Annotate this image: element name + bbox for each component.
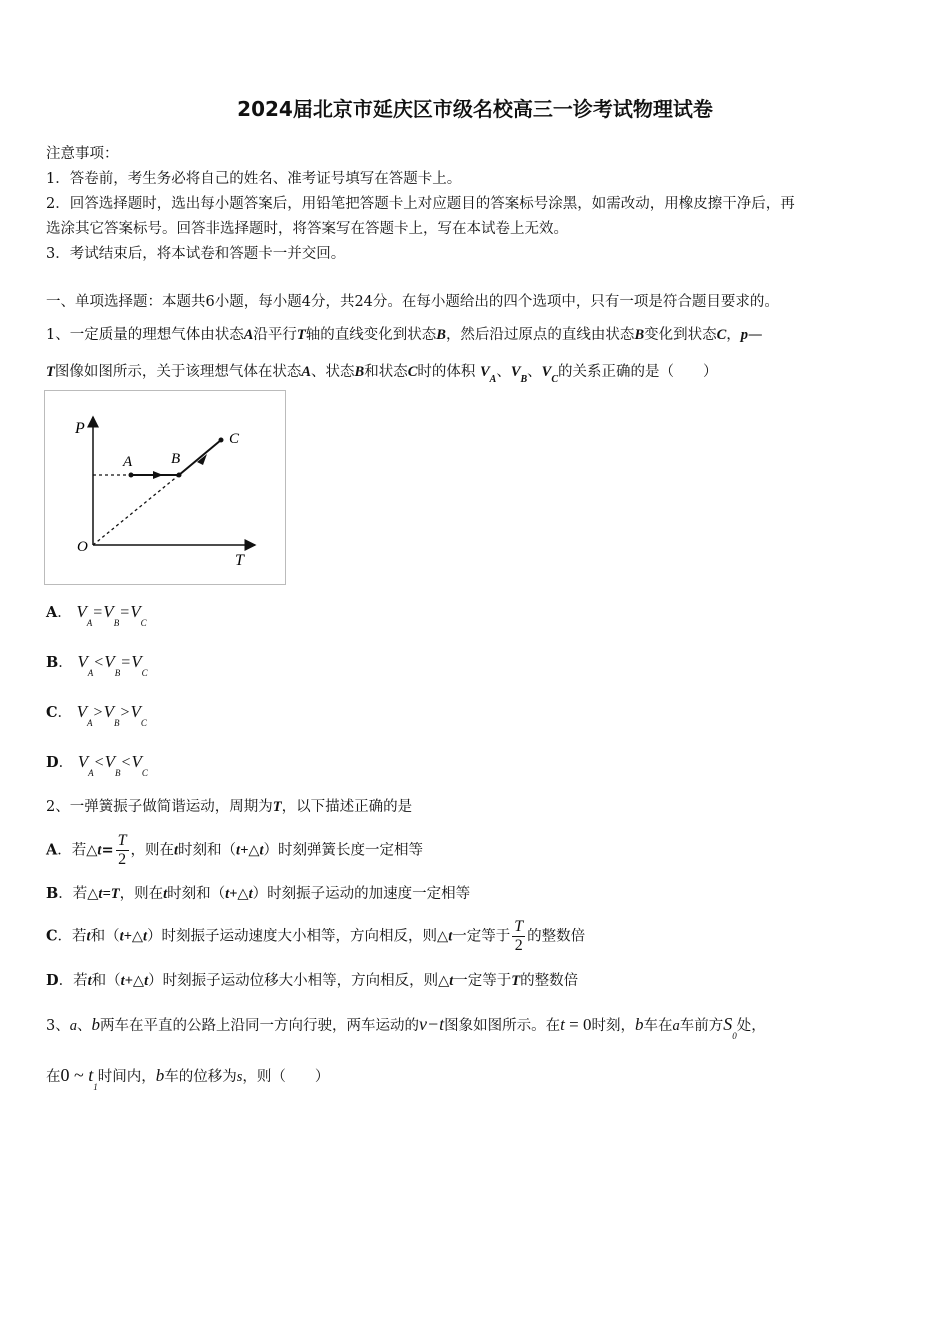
q1-option-c[interactable]: C． $V_A>V_B>V_C$ bbox=[46, 702, 147, 728]
question-3-line-1: 3、a、b两车在平直的公路上沿同一方向行驶，两车运动的v−t图象如图所示。在t = 0时刻，b车在a车前方$S_0$处， bbox=[46, 1014, 766, 1041]
p-axis-label: P bbox=[75, 420, 85, 437]
t-axis-label: T bbox=[235, 552, 244, 569]
question-3-line-2: 在0 ~ $t_1$时间内，b车的位移为s，则（ ） bbox=[46, 1065, 330, 1092]
q2-option-a[interactable]: A．若△t= $\frac{T}{2}$ ，则在t时刻和（t+△t）时刻弹簧长度一定相等 bbox=[46, 832, 424, 868]
notice-item-2-cont: 选涂其它答案标号。回答非选择题时，将答案写在答题卡上，写在本试卷上无效。 bbox=[46, 221, 568, 237]
arrow-a-b bbox=[153, 471, 163, 479]
pt-graph bbox=[45, 391, 285, 584]
question-2-stem: 2、一弹簧振子做简谐运动，周期为T，以下描述正确的是 bbox=[46, 799, 413, 815]
q1-option-a[interactable]: A． $V_A=V_B=V_C$ bbox=[46, 602, 147, 628]
origin-label: O bbox=[77, 539, 88, 555]
point-c-label: C bbox=[229, 431, 240, 447]
notice-item-3: 3．考试结束后，将本试卷和答题卡一并交回。 bbox=[46, 246, 346, 262]
point-a-label: A bbox=[123, 454, 133, 470]
pt-diagram bbox=[44, 390, 286, 585]
q2-option-c[interactable]: C．若t和（t+△t）时刻振子运动速度大小相等，方向相反，则△t一定等于 $\frac{T}{2}$ 的整数倍 bbox=[46, 918, 586, 954]
point-c bbox=[219, 438, 224, 443]
segment-b-c bbox=[179, 440, 221, 475]
fraction-t-over-2: $\frac{T}{2}$ bbox=[514, 918, 524, 954]
point-b-label: B bbox=[171, 451, 181, 467]
point-a bbox=[129, 473, 134, 478]
notice-item-2: 2．回答选择题时，选出每小题答案后，用铅笔把答题卡上对应题目的答案标号涂黑，如需改动，用橡皮擦干净后，再 bbox=[46, 196, 795, 212]
notice-item-1: 1．答卷前，考生务必将自己的姓名、准考证号填写在答题卡上。 bbox=[46, 171, 462, 187]
q1-option-b[interactable]: B． $V_A<V_B=V_C$ bbox=[46, 652, 148, 678]
fraction-t-over-2: $\frac{T}{2}$ bbox=[117, 832, 127, 868]
point-b bbox=[177, 473, 182, 478]
question-1-line-2: T图像如图所示，关于该理想气体在状态A、状态B和状态C时的体积 $V_A$、$V_B$、$V_C$的关系正确的是（ ） bbox=[46, 364, 718, 385]
question-1-line-1: 1、一定质量的理想气体由状态A沿平行T轴的直线变化到状态B，然后沿过原点的直线由状态B变化到状态C，p— bbox=[46, 327, 763, 343]
q1-option-d[interactable]: D． $V_A<V_B<V_C$ bbox=[46, 752, 148, 778]
page-title: 2024届北京市延庆区市级名校高三一诊考试物理试卷 bbox=[237, 97, 713, 121]
section-heading: 一、单项选择题：本题共6小题，每小题4分，共24分。在每小题给出的四个选项中，只有一项是符合题目要求的。 bbox=[46, 294, 779, 310]
q2-option-d[interactable]: D．若t和（t+△t）时刻振子运动位移大小相等，方向相反，则△t一定等于T的整数倍 bbox=[46, 972, 579, 989]
dashed-origin-to-b bbox=[93, 475, 179, 545]
q2-option-b[interactable]: B．若△t=T，则在t时刻和（t+△t）时刻振子运动的加速度一定相等 bbox=[46, 885, 471, 902]
notice-heading: 注意事项： bbox=[46, 146, 119, 162]
